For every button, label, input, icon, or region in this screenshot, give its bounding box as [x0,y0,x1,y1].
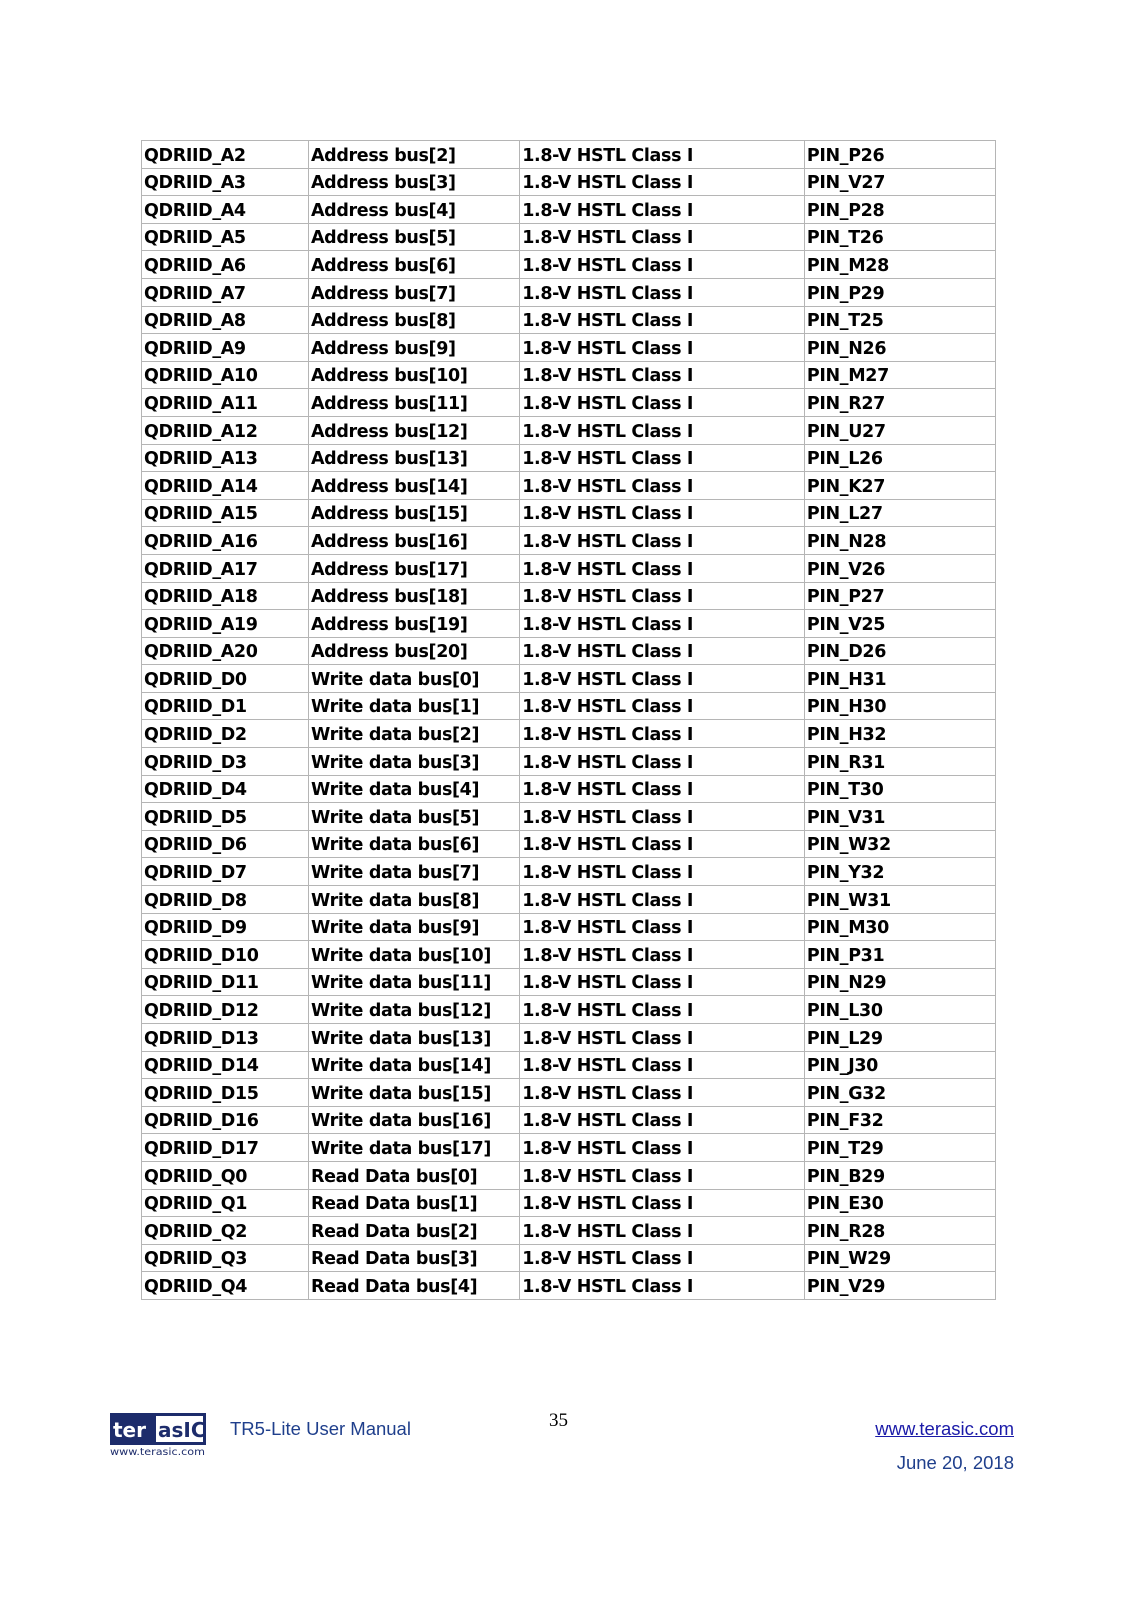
signal-name-cell: QDRIID_A4 [142,196,309,224]
fpga-pin-cell: PIN_H31 [804,665,995,693]
io-standard-cell: 1.8-V HSTL Class I [520,1079,805,1107]
signal-name-cell: QDRIID_A8 [142,306,309,334]
table-row [142,1106,996,1134]
description-cell: Address bus[2] [308,141,519,169]
description-cell: Address bus[12] [308,416,519,444]
io-standard-cell: 1.8-V HSTL Class I [520,582,805,610]
fpga-pin-cell: PIN_L30 [804,996,995,1024]
signal-name-cell: QDRIID_D17 [142,1134,309,1162]
fpga-pin-cell: PIN_V26 [804,554,995,582]
description-cell: Address bus[10] [308,361,519,389]
table-row [142,361,996,389]
io-standard-cell: 1.8-V HSTL Class I [520,168,805,196]
io-standard-cell: 1.8-V HSTL Class I [520,1024,805,1052]
table-row [142,858,996,886]
fpga-pin-cell: PIN_R28 [804,1217,995,1245]
table-row [142,830,996,858]
signal-name-cell: QDRIID_A20 [142,637,309,665]
description-cell: Write data bus[17] [308,1134,519,1162]
signal-name-cell: QDRIID_A16 [142,527,309,555]
table-row [142,141,996,169]
signal-name-cell: QDRIID_D8 [142,886,309,914]
table-row [142,278,996,306]
io-standard-cell: 1.8-V HSTL Class I [520,196,805,224]
table-row [142,472,996,500]
io-standard-cell: 1.8-V HSTL Class I [520,1106,805,1134]
fpga-pin-cell: PIN_L26 [804,444,995,472]
description-cell: Address bus[16] [308,527,519,555]
description-cell: Write data bus[14] [308,1051,519,1079]
io-standard-cell: 1.8-V HSTL Class I [520,1189,805,1217]
io-standard-cell: 1.8-V HSTL Class I [520,637,805,665]
description-cell: Read Data bus[1] [308,1189,519,1217]
logo-url-text: www.terasic.com [110,1447,205,1457]
table-row [142,775,996,803]
description-cell: Write data bus[0] [308,665,519,693]
signal-name-cell: QDRIID_D9 [142,913,309,941]
fpga-pin-cell: PIN_R27 [804,389,995,417]
fpga-pin-cell: PIN_L29 [804,1024,995,1052]
description-cell: Write data bus[3] [308,748,519,776]
signal-name-cell: QDRIID_A19 [142,610,309,638]
description-cell: Write data bus[1] [308,692,519,720]
description-cell: Address bus[11] [308,389,519,417]
signal-name-cell: QDRIID_D1 [142,692,309,720]
signal-name-cell: QDRIID_Q4 [142,1272,309,1300]
description-cell: Write data bus[5] [308,803,519,831]
io-standard-cell: 1.8-V HSTL Class I [520,775,805,803]
description-cell: Write data bus[2] [308,720,519,748]
io-standard-cell: 1.8-V HSTL Class I [520,141,805,169]
io-standard-cell: 1.8-V HSTL Class I [520,472,805,500]
table-row [142,803,996,831]
fpga-pin-cell: PIN_E30 [804,1189,995,1217]
signal-name-cell: QDRIID_D4 [142,775,309,803]
signal-name-cell: QDRIID_A10 [142,361,309,389]
description-cell: Address bus[14] [308,472,519,500]
description-cell: Write data bus[15] [308,1079,519,1107]
table-row [142,886,996,914]
fpga-pin-cell: PIN_K27 [804,472,995,500]
fpga-pin-cell: PIN_W29 [804,1244,995,1272]
signal-name-cell: QDRIID_D2 [142,720,309,748]
signal-name-cell: QDRIID_D11 [142,968,309,996]
table-row [142,1079,996,1107]
description-cell: Address bus[18] [308,582,519,610]
io-standard-cell: 1.8-V HSTL Class I [520,1161,805,1189]
signal-name-cell: QDRIID_D3 [142,748,309,776]
fpga-pin-cell: PIN_W31 [804,886,995,914]
fpga-pin-cell: PIN_F32 [804,1106,995,1134]
io-standard-cell: 1.8-V HSTL Class I [520,1134,805,1162]
description-cell: Address bus[5] [308,223,519,251]
fpga-pin-cell: PIN_P29 [804,278,995,306]
terasic-logo-icon [110,1413,206,1457]
fpga-pin-cell: PIN_P27 [804,582,995,610]
description-cell: Write data bus[12] [308,996,519,1024]
table-row [142,941,996,969]
signal-name-cell: QDRIID_D10 [142,941,309,969]
signal-name-cell: QDRIID_Q0 [142,1161,309,1189]
description-cell: Read Data bus[0] [308,1161,519,1189]
io-standard-cell: 1.8-V HSTL Class I [520,306,805,334]
description-cell: Address bus[4] [308,196,519,224]
io-standard-cell: 1.8-V HSTL Class I [520,361,805,389]
table-row [142,554,996,582]
signal-name-cell: QDRIID_A17 [142,554,309,582]
io-standard-cell: 1.8-V HSTL Class I [520,803,805,831]
io-standard-cell: 1.8-V HSTL Class I [520,389,805,417]
fpga-pin-cell: PIN_B29 [804,1161,995,1189]
fpga-pin-cell: PIN_V27 [804,168,995,196]
signal-name-cell: QDRIID_Q2 [142,1217,309,1245]
description-cell: Read Data bus[2] [308,1217,519,1245]
io-standard-cell: 1.8-V HSTL Class I [520,554,805,582]
fpga-pin-cell: PIN_P28 [804,196,995,224]
description-cell: Read Data bus[3] [308,1244,519,1272]
io-standard-cell: 1.8-V HSTL Class I [520,996,805,1024]
io-standard-cell: 1.8-V HSTL Class I [520,223,805,251]
table-row [142,720,996,748]
signal-name-cell: QDRIID_D13 [142,1024,309,1052]
table-row [142,665,996,693]
fpga-pin-cell: PIN_H30 [804,692,995,720]
fpga-pin-cell: PIN_W32 [804,830,995,858]
table-row [142,1244,996,1272]
table-row [142,251,996,279]
table-row [142,416,996,444]
manual-title: TR5-Lite User Manual [230,1418,411,1439]
io-standard-cell: 1.8-V HSTL Class I [520,444,805,472]
description-cell: Read Data bus[4] [308,1272,519,1300]
fpga-pin-cell: PIN_V31 [804,803,995,831]
signal-name-cell: QDRIID_A14 [142,472,309,500]
fpga-pin-cell: PIN_R31 [804,748,995,776]
table-row [142,1217,996,1245]
pin-table-body [142,141,996,1300]
description-cell: Write data bus[11] [308,968,519,996]
signal-name-cell: QDRIID_D5 [142,803,309,831]
signal-name-cell: QDRIID_Q3 [142,1244,309,1272]
io-standard-cell: 1.8-V HSTL Class I [520,1272,805,1300]
io-standard-cell: 1.8-V HSTL Class I [520,941,805,969]
table-row [142,334,996,362]
table-row [142,196,996,224]
signal-name-cell: QDRIID_A3 [142,168,309,196]
fpga-pin-cell: PIN_V25 [804,610,995,638]
signal-name-cell: QDRIID_A13 [142,444,309,472]
fpga-pin-cell: PIN_P26 [804,141,995,169]
fpga-pin-cell: PIN_U27 [804,416,995,444]
table-row [142,223,996,251]
description-cell: Write data bus[16] [308,1106,519,1134]
fpga-pin-cell: PIN_M27 [804,361,995,389]
description-cell: Write data bus[13] [308,1024,519,1052]
table-row [142,1161,996,1189]
signal-name-cell: QDRIID_Q1 [142,1189,309,1217]
fpga-pin-cell: PIN_N29 [804,968,995,996]
signal-name-cell: QDRIID_A15 [142,499,309,527]
description-cell: Write data bus[4] [308,775,519,803]
website-link[interactable]: www.terasic.com [875,1418,1014,1439]
fpga-pin-cell: PIN_N28 [804,527,995,555]
fpga-pin-cell: PIN_T29 [804,1134,995,1162]
signal-name-cell: QDRIID_A18 [142,582,309,610]
table-row [142,692,996,720]
io-standard-cell: 1.8-V HSTL Class I [520,1217,805,1245]
description-cell: Address bus[7] [308,278,519,306]
io-standard-cell: 1.8-V HSTL Class I [520,527,805,555]
fpga-pin-cell: PIN_H32 [804,720,995,748]
table-row [142,1024,996,1052]
table-row [142,1272,996,1300]
io-standard-cell: 1.8-V HSTL Class I [520,278,805,306]
signal-name-cell: QDRIID_A9 [142,334,309,362]
description-cell: Write data bus[10] [308,941,519,969]
fpga-pin-cell: PIN_T26 [804,223,995,251]
table-row [142,996,996,1024]
fpga-pin-cell: PIN_N26 [804,334,995,362]
document-date: June 20, 2018 [896,1452,1014,1473]
table-row [142,1134,996,1162]
fpga-pin-cell: PIN_V29 [804,1272,995,1300]
fpga-pin-cell: PIN_G32 [804,1079,995,1107]
io-standard-cell: 1.8-V HSTL Class I [520,748,805,776]
io-standard-cell: 1.8-V HSTL Class I [520,416,805,444]
fpga-pin-cell: PIN_P31 [804,941,995,969]
table-row [142,582,996,610]
table-row [142,1189,996,1217]
description-cell: Write data bus[6] [308,830,519,858]
io-standard-cell: 1.8-V HSTL Class I [520,886,805,914]
io-standard-cell: 1.8-V HSTL Class I [520,1244,805,1272]
fpga-pin-cell: PIN_T30 [804,775,995,803]
table-row [142,968,996,996]
signal-name-cell: QDRIID_D6 [142,830,309,858]
description-cell: Address bus[3] [308,168,519,196]
description-cell: Address bus[17] [308,554,519,582]
description-cell: Address bus[9] [308,334,519,362]
io-standard-cell: 1.8-V HSTL Class I [520,968,805,996]
signal-name-cell: QDRIID_D0 [142,665,309,693]
table-row [142,499,996,527]
table-row [142,389,996,417]
signal-name-cell: QDRIID_A12 [142,416,309,444]
fpga-pin-cell: PIN_Y32 [804,858,995,886]
io-standard-cell: 1.8-V HSTL Class I [520,665,805,693]
table-row [142,913,996,941]
signal-name-cell: QDRIID_A6 [142,251,309,279]
logo-text-left: ter [113,1418,146,1442]
fpga-pin-cell: PIN_L27 [804,499,995,527]
fpga-pin-cell: PIN_M30 [804,913,995,941]
description-cell: Write data bus[7] [308,858,519,886]
io-standard-cell: 1.8-V HSTL Class I [520,692,805,720]
signal-name-cell: QDRIID_D7 [142,858,309,886]
fpga-pin-cell: PIN_M28 [804,251,995,279]
table-row [142,306,996,334]
logo-text-right: asIC [158,1418,206,1442]
pin-assignment-table [141,140,996,1300]
signal-name-cell: QDRIID_A7 [142,278,309,306]
signal-name-cell: QDRIID_A5 [142,223,309,251]
io-standard-cell: 1.8-V HSTL Class I [520,1051,805,1079]
io-standard-cell: 1.8-V HSTL Class I [520,830,805,858]
signal-name-cell: QDRIID_D16 [142,1106,309,1134]
table-row [142,527,996,555]
description-cell: Write data bus[9] [308,913,519,941]
signal-name-cell: QDRIID_A2 [142,141,309,169]
table-row [142,610,996,638]
fpga-pin-cell: PIN_J30 [804,1051,995,1079]
io-standard-cell: 1.8-V HSTL Class I [520,334,805,362]
description-cell: Address bus[19] [308,610,519,638]
table-row [142,444,996,472]
io-standard-cell: 1.8-V HSTL Class I [520,251,805,279]
description-cell: Address bus[20] [308,637,519,665]
description-cell: Address bus[6] [308,251,519,279]
io-standard-cell: 1.8-V HSTL Class I [520,913,805,941]
table-row [142,637,996,665]
description-cell: Address bus[15] [308,499,519,527]
table-row [142,168,996,196]
description-cell: Write data bus[8] [308,886,519,914]
io-standard-cell: 1.8-V HSTL Class I [520,858,805,886]
page-number: 35 [549,1410,568,1431]
signal-name-cell: QDRIID_D15 [142,1079,309,1107]
io-standard-cell: 1.8-V HSTL Class I [520,499,805,527]
fpga-pin-cell: PIN_T25 [804,306,995,334]
description-cell: Address bus[8] [308,306,519,334]
signal-name-cell: QDRIID_D12 [142,996,309,1024]
signal-name-cell: QDRIID_A11 [142,389,309,417]
io-standard-cell: 1.8-V HSTL Class I [520,720,805,748]
signal-name-cell: QDRIID_D14 [142,1051,309,1079]
description-cell: Address bus[13] [308,444,519,472]
fpga-pin-cell: PIN_D26 [804,637,995,665]
table-row [142,1051,996,1079]
table-row [142,748,996,776]
io-standard-cell: 1.8-V HSTL Class I [520,610,805,638]
